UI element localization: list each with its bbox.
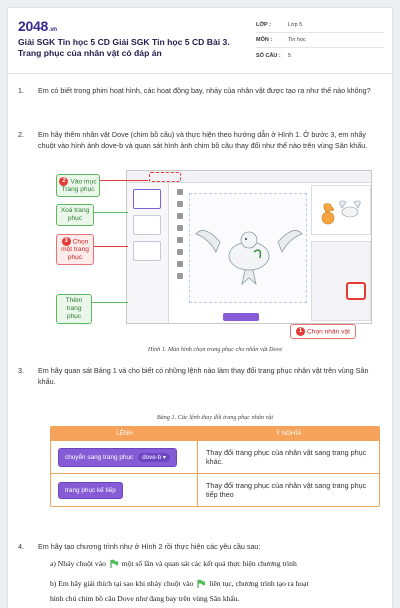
costume-thumb-2 bbox=[133, 215, 161, 235]
question-4: 4. Em hãy tạo chương trình như ở Hình 2 rồi thực hiện các yêu cầu sau: bbox=[18, 542, 261, 551]
figure-1-caption: Hình 1. Màn hình chọn trang phục cho nhân vật Dove bbox=[147, 346, 283, 353]
green-flag-icon bbox=[109, 559, 119, 569]
meta-table bbox=[256, 18, 384, 63]
scratch-costume-screenshot bbox=[126, 170, 372, 324]
callout-choose-costume: 3 Chọn một trang phục bbox=[56, 234, 94, 265]
sub-item-b: b) Em hãy giải thích tại sao khi nháy chuột vào liên tục, chương trình tạo ra hoạt bbox=[50, 579, 309, 588]
table-row: trang phục kế tiếp Thay đổi trang phục của nhân vật sang trang phục tiếp theo bbox=[51, 473, 379, 506]
dove-costume-image bbox=[190, 194, 308, 304]
figure-1 bbox=[50, 166, 380, 344]
callout-choose-sprite: 1 Chọn nhân vật bbox=[290, 324, 356, 339]
callout-add-costume: Thêm trang phục bbox=[56, 294, 92, 324]
document-title: Giải SGK Tin học 5 CD Giải SGK Tin học 5 CD Bài 3. Trang phục của nhân vật có đáp án bbox=[18, 37, 230, 58]
costume-tab-highlight bbox=[149, 172, 181, 182]
table-row: chuyển sang trang phục dove-b ▾ Thay đổi trang phục của nhân vật sang trang phục khác. bbox=[51, 440, 379, 473]
meta-row-grade: LỚP : Lớp 5 bbox=[256, 18, 384, 33]
sub-item-b-continued: hình chú chim bồ câu Dove như đang bay trên vùng Sân khấu. bbox=[50, 594, 240, 603]
switch-costume-block: chuyển sang trang phục dove-b ▾ bbox=[58, 448, 177, 467]
table-header: LỆNH Ý NGHĨA bbox=[51, 427, 379, 440]
green-flag-icon bbox=[196, 579, 206, 589]
callout-delete-costume: Xoá trang phục bbox=[56, 204, 94, 226]
sub-item-a: a) Nháy chuột vào một số lần và quan sát các kết quả thực hiện chương trình bbox=[50, 559, 297, 568]
convert-button bbox=[223, 313, 259, 321]
site-logo[interactable]: 2048.vn bbox=[18, 18, 57, 34]
question-3: 3. Em hãy quan sát Bảng 1 và cho biết có những lệnh nào làm thay đổi trang phục nhân vật trên vùng Sân khấu. bbox=[18, 366, 369, 386]
paint-canvas bbox=[189, 193, 307, 303]
page-header bbox=[8, 8, 392, 74]
stage-preview bbox=[311, 185, 371, 235]
sprite-panel bbox=[311, 241, 371, 321]
document-page bbox=[8, 8, 392, 608]
callout-costume-tab: 2 Vào mục Trang phục bbox=[56, 174, 100, 197]
costume-thumb-1 bbox=[133, 189, 161, 209]
paint-tools bbox=[177, 189, 185, 285]
question-1: 1. Em có biết trong phim hoạt hình, các hoạt động bay, nhảy của nhân vật được tạo ra như thế nào không? bbox=[18, 86, 371, 95]
next-costume-block: trang phục kế tiếp bbox=[58, 482, 123, 499]
costume-thumb-3 bbox=[133, 241, 161, 261]
costume-list bbox=[127, 183, 169, 323]
meta-row-count: SỐ CÂU : 5 bbox=[256, 52, 292, 59]
table-1-caption: Bảng 1. Các lệnh thay đổi trang phục nhân vật bbox=[156, 414, 274, 421]
table-1 bbox=[50, 426, 380, 507]
question-2: 2. Em hãy thêm nhân vật Dove (chim bồ câu) và thực hiện theo hướng dẫn ở Hình 1. Ở bước 3, em nhấy chuột vào hình ảnh dove-b và quan sát hình ảnh chim bồ câu thay đổi như thế nào trên vùng Sân khấu. bbox=[18, 130, 368, 150]
meta-row-subject: MÔN : Tin học bbox=[256, 33, 384, 48]
selected-sprite-dove[interactable] bbox=[346, 282, 366, 300]
